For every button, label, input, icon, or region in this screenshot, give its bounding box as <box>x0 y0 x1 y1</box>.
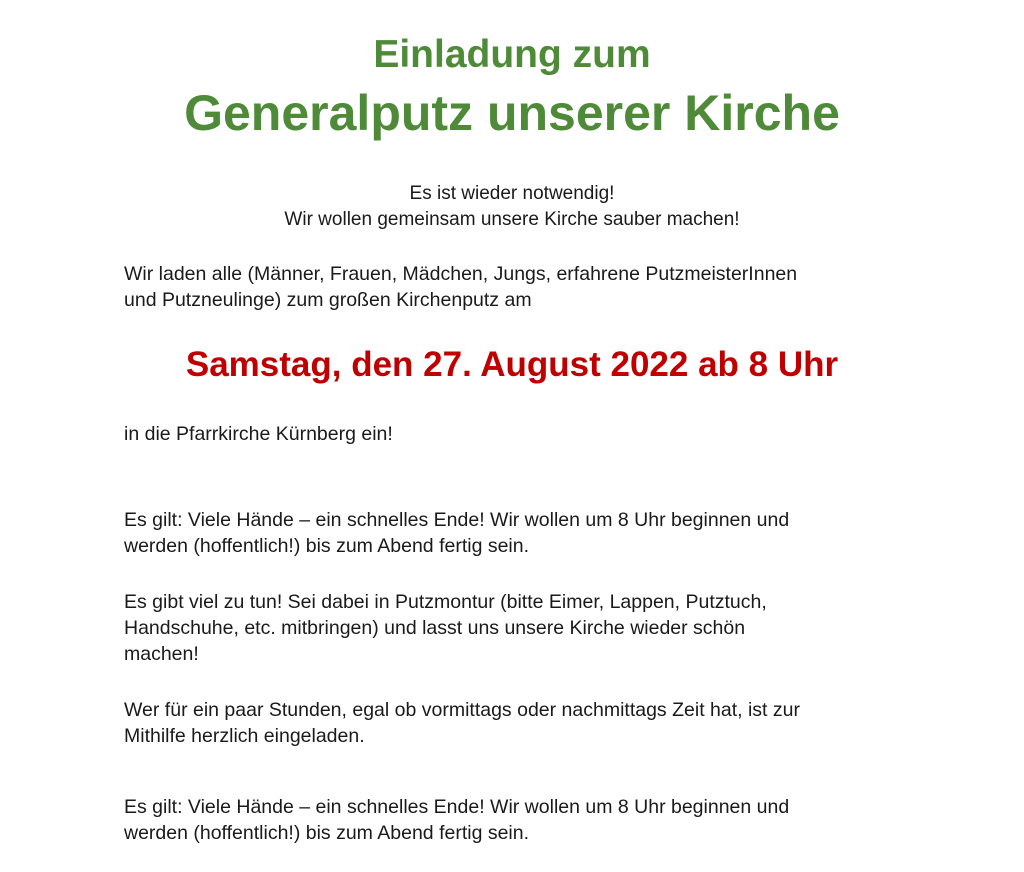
location-line: in die Pfarrkirche Kürnberg ein! <box>124 423 393 445</box>
intro-line-1: Es ist wieder notwendig! <box>409 183 615 204</box>
intro-line-2: Wir wollen gemeinsam unsere Kirche sauber machen! <box>284 209 740 230</box>
invitation-line-1: Wir laden alle (Männer, Frauen, Mädchen, Jungs, erfahrene PutzmeisterInnen <box>124 263 798 285</box>
title-line-2: Generalputz unserer Kirche <box>184 85 840 141</box>
paragraph-2-line-3: machen! <box>124 643 199 665</box>
invitation-line-2: und Putzneulinge) zum großen Kirchenputz am <box>124 289 532 311</box>
paragraph-3-line-2: Mithilfe herzlich eingeladen. <box>124 725 365 747</box>
paragraph-3-line-1: Wer für ein paar Stunden, egal ob vormittags oder nachmittags Zeit hat, ist zur <box>124 699 800 721</box>
paragraph-2-line-2: Handschuhe, etc. mitbringen) und lasst uns unsere Kirche wieder schön <box>124 617 746 639</box>
paragraph-1-line-2: werden (hoffentlich!) bis zum Abend fertig sein. <box>124 535 530 557</box>
event-date: Samstag, den 27. August 2022 ab 8 Uhr <box>185 345 839 384</box>
paragraph-2-line-1: Es gibt viel zu tun! Sei dabei in Putzmontur (bitte Eimer, Lappen, Putztuch, <box>124 591 767 613</box>
paragraph-4-line-2: werden (hoffentlich!) bis zum Abend fertig sein. <box>124 822 530 844</box>
paragraph-1-line-1: Es gilt: Viele Hände – ein schnelles Ende! Wir wollen um 8 Uhr beginnen und <box>124 509 790 531</box>
paragraph-4-line-1: Es gilt: Viele Hände – ein schnelles Ende! Wir wollen um 8 Uhr beginnen und <box>124 796 790 818</box>
title-line-1: Einladung zum <box>373 33 651 76</box>
